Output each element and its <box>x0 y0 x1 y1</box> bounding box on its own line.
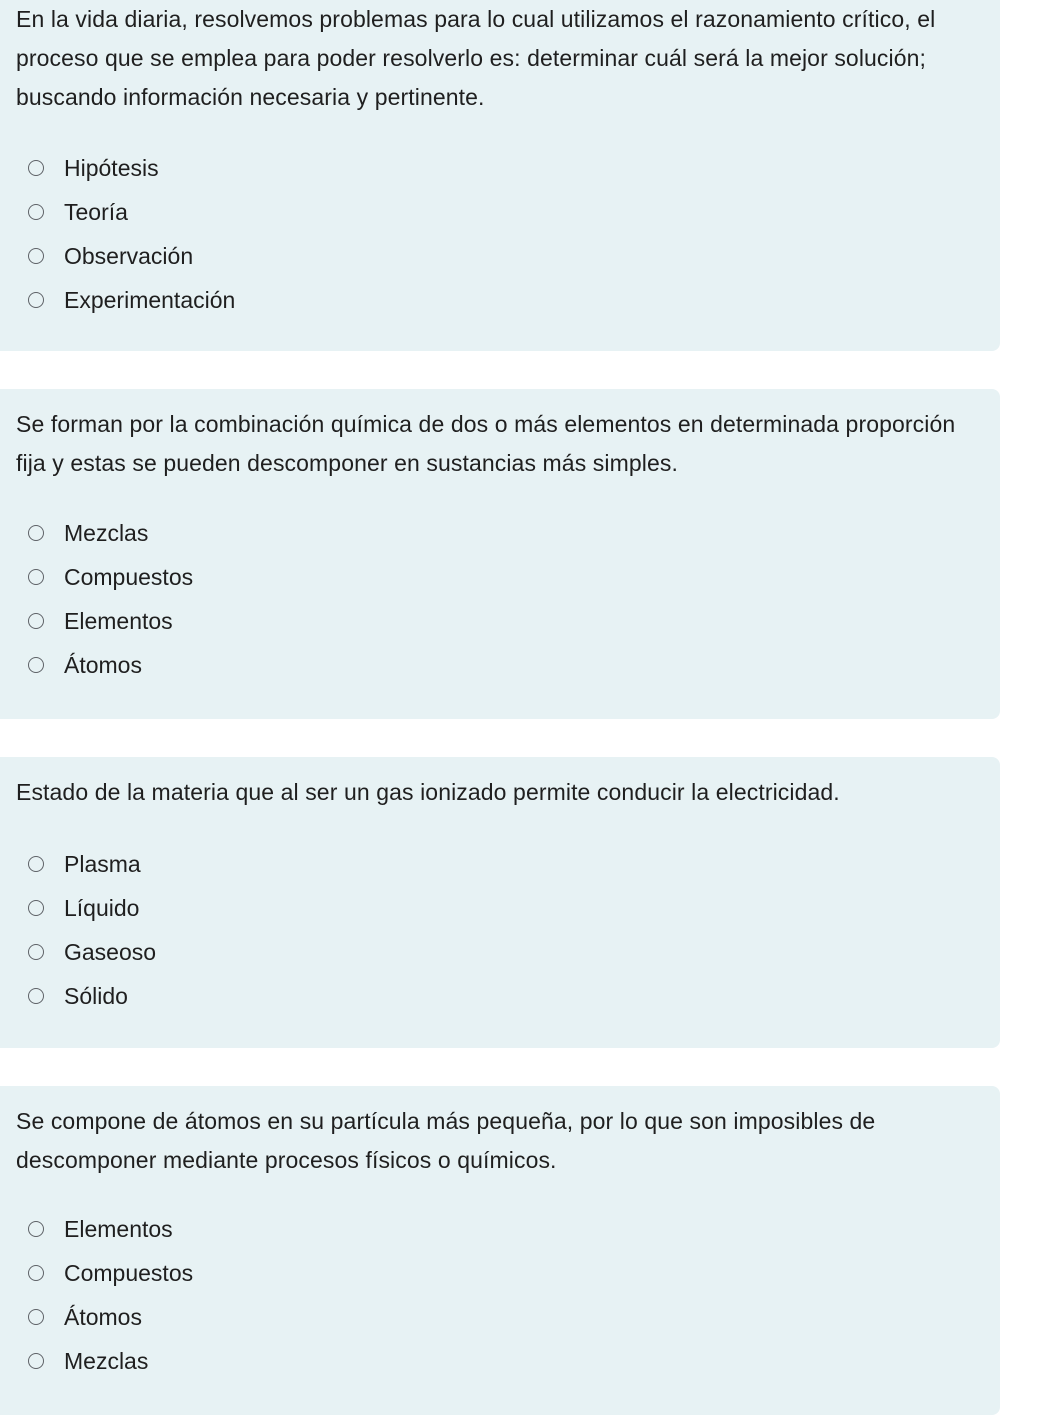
radio-button[interactable] <box>28 248 44 264</box>
option-solido[interactable] <box>16 974 984 1018</box>
radio-button[interactable] <box>28 613 44 629</box>
option-label: Elementos <box>64 1215 173 1242</box>
option-label: Elementos <box>64 607 173 634</box>
option-elementos[interactable] <box>16 599 984 643</box>
question-text: Se compone de átomos en su partícula más pequeña, por lo que son imposibles de descomponer mediante procesos físicos o químicos. <box>16 1108 876 1173</box>
option-hipotesis[interactable] <box>16 146 984 190</box>
radio-button[interactable] <box>28 1265 44 1281</box>
option-experimentacion[interactable] <box>16 278 984 322</box>
options-list <box>16 1207 984 1383</box>
option-label: Mezclas <box>64 519 149 546</box>
option-atomos[interactable] <box>16 1295 984 1339</box>
option-observacion[interactable] <box>16 234 984 278</box>
radio-button[interactable] <box>28 657 44 673</box>
radio-button[interactable] <box>28 900 44 916</box>
question-card-2 <box>0 389 1000 719</box>
question-text: Se forman por la combinación química de dos o más elementos en determinada proporción fija y estas se pueden descomponer en sustancias más simples. <box>16 411 956 476</box>
option-gaseoso[interactable] <box>16 930 984 974</box>
option-compuestos[interactable] <box>16 555 984 599</box>
radio-button[interactable] <box>28 292 44 308</box>
option-label: Gaseoso <box>64 938 157 965</box>
option-compuestos[interactable] <box>16 1251 984 1295</box>
option-label: Átomos <box>64 1303 142 1330</box>
options-list <box>16 511 984 687</box>
radio-button[interactable] <box>28 1221 44 1237</box>
option-label: Sólido <box>64 982 128 1009</box>
radio-button[interactable] <box>28 944 44 960</box>
option-plasma[interactable] <box>16 842 984 886</box>
option-label: Hipótesis <box>64 154 159 181</box>
radio-button[interactable] <box>28 204 44 220</box>
radio-button[interactable] <box>28 525 44 541</box>
option-label: Teoría <box>64 198 128 225</box>
options-list <box>16 842 984 1018</box>
option-mezclas[interactable] <box>16 511 984 555</box>
option-label: Líquido <box>64 894 140 921</box>
radio-button[interactable] <box>28 856 44 872</box>
option-elementos[interactable] <box>16 1207 984 1251</box>
option-label: Átomos <box>64 651 142 678</box>
option-label: Mezclas <box>64 1347 149 1374</box>
option-label: Experimentación <box>64 286 236 313</box>
options-list <box>16 146 984 322</box>
question-text: Estado de la materia que al ser un gas ionizado permite conducir la electricidad. <box>16 779 840 805</box>
option-label: Plasma <box>64 850 141 877</box>
question-card-3 <box>0 757 1000 1048</box>
question-card-4 <box>0 1086 1000 1415</box>
radio-button[interactable] <box>28 160 44 176</box>
radio-button[interactable] <box>28 569 44 585</box>
radio-button[interactable] <box>28 1353 44 1369</box>
question-text: En la vida diaria, resolvemos problemas para lo cual utilizamos el razonamiento crítico, el proceso que se emplea para poder resolverlo es: determinar cuál será la mejor solución; buscando información necesaria y pertinente. <box>16 6 936 110</box>
radio-button[interactable] <box>28 988 44 1004</box>
option-teoria[interactable] <box>16 190 984 234</box>
radio-button[interactable] <box>28 1309 44 1325</box>
option-label: Observación <box>64 242 194 269</box>
question-card-1 <box>0 0 1000 351</box>
option-label: Compuestos <box>64 1259 194 1286</box>
option-liquido[interactable] <box>16 886 984 930</box>
option-atomos[interactable] <box>16 643 984 687</box>
option-label: Compuestos <box>64 563 194 590</box>
option-mezclas[interactable] <box>16 1339 984 1383</box>
